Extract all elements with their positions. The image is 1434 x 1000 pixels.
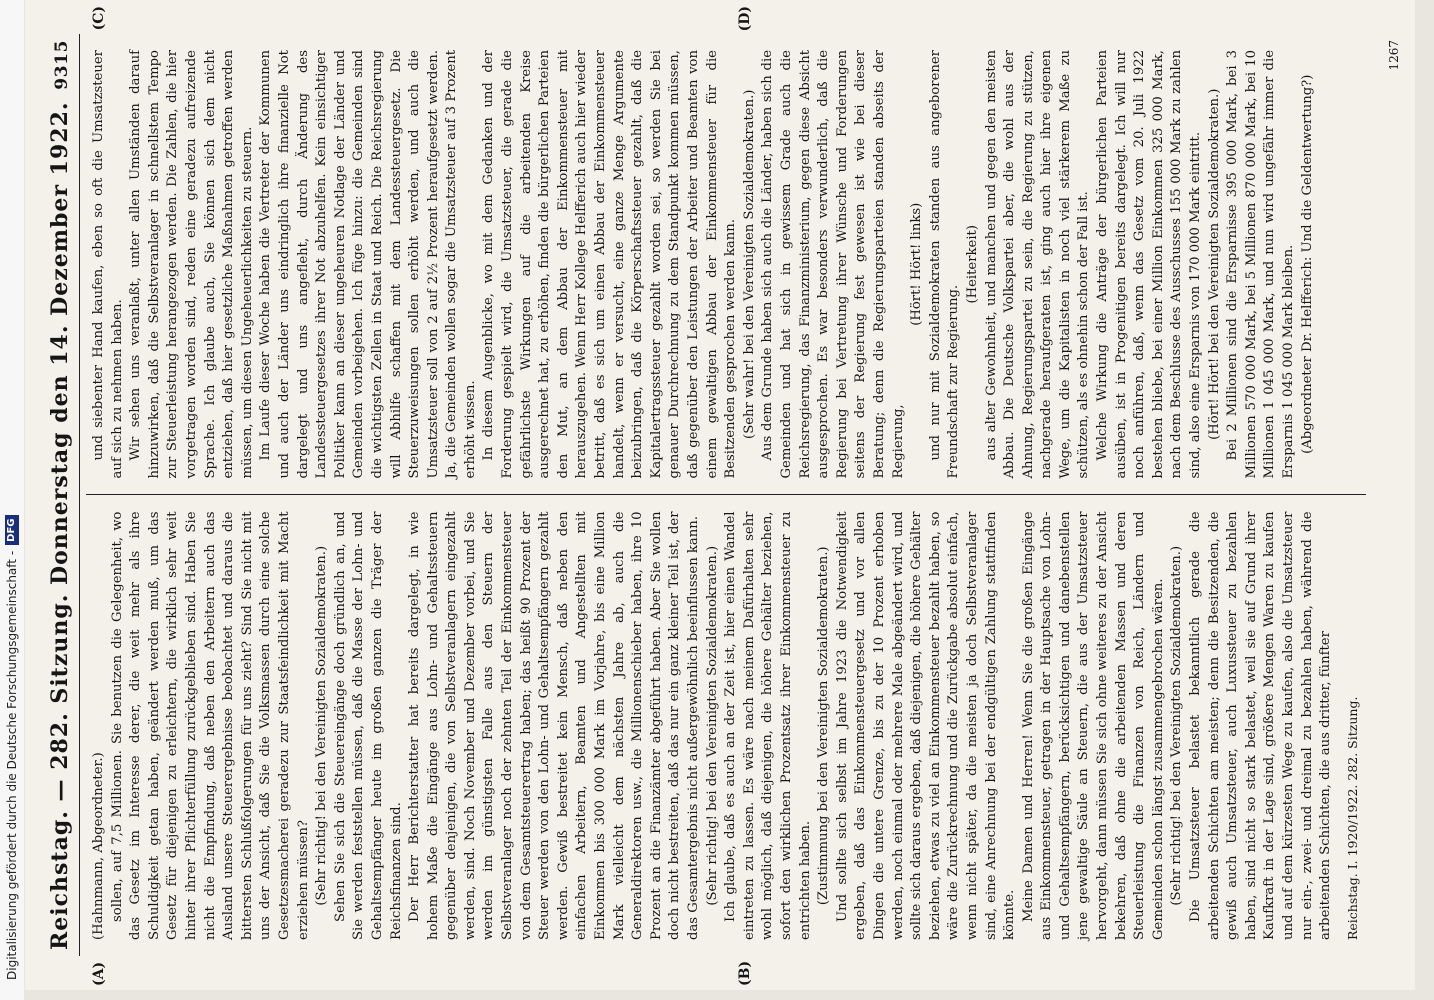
paragraph: (Sehr richtig! bei den Vereinigten Sozialdemokraten.) xyxy=(704,545,720,906)
paragraph: Ich glaube, daß es auch an der Zeit ist, hier einen Wandel eintreten zu lassen. Es wäre nach meinem Dafürhalten sehr wohl möglich, daß diejenigen, die höhere Gehälter beziehen, sofort den wirklichen Prozentsatz ihrer Einkommensteuer zu entrichten haben. xyxy=(723,511,813,940)
page-header xyxy=(47,34,80,956)
margin-marker-c: (C) xyxy=(91,6,107,31)
sidebar-credit: Digitalisierung gefördert durch die Deutsche Forschungsgemeinschaft - xyxy=(5,550,19,980)
sheet-number: 1267 xyxy=(1387,40,1401,71)
paragraph: aus alter Gewohnheit, und manchen und gegen den meisten Abbau. Die Deutsche Volkspartei aber, die wohl aus der Ahnung, Regierungspartei zu sein, die Regierung zu stützen, nachgerade heraufgeraten ist, ging auch hier ihre eigenen Wege, um die Kapitalisten in noch viel stärkerem Maße zu schützen, als es ohnehin schon der Fall ist. xyxy=(983,50,1092,479)
paragraph: In diesem Augenblicke, wo mit dem Gedanken und der Forderung gespielt wird, die Umsatzsteuer, die gerade die gefährlichste Wirkungen auf die arbeitenden Kreise ausgerechnet hat, zu erhöhen, finden die bürgerlichen Parteien den Mut, an dem Abbau der Einkommensteuer mit herauszugehen. Wenn Herr Kollege Helfferich auch hier wieder betritt, daß es sich um einen Abbau der Einkommensteuer handelt, wenn er versucht, eine ganze Menge Argumente beizubringen, daß die Körperschaftssteuer gezahlt, daß die Kapitalertragssteuer gezahlt worden sei, so werden Sie bei genauer Durchrechnung zu dem Standpunkt kommen müssen, daß gegenüber den Leistungen der Arbeiter und Beamten von einem gewaltigen Abbau der Einkommensteuer für die Besitzenden gesprochen werden kann. xyxy=(481,50,739,479)
paragraph: (Zustimmung bei den Vereinigten Sozialdemokraten.) xyxy=(816,546,832,906)
margin-marker-a: (A) xyxy=(91,961,107,986)
left-footer: Reichstag. I. 1920/1922. 282. Sitzung. xyxy=(1344,696,1360,940)
paragraph: Aus dem Grunde haben sich auch die Länder, haben sich die Gemeinden und hat sich in gewissem Grade auch die Reichsregierung, das Finanzministerium, gegen diese Absicht ausgesprochen. Es war besonders verwunderlich, daß die Regierung bei Vertretung ihrer Wünsche und Forderungen seitens der Regierung fest gewesen ist wie bei dieser Beratung; denn die Regierungsparteien standen abseits der Regierung, xyxy=(760,50,906,479)
rotated-document-page xyxy=(25,0,1415,990)
margin-marker-b: (B) xyxy=(737,960,753,986)
left-paragraphs xyxy=(109,512,1336,941)
page-number: 9315 xyxy=(52,40,72,90)
speaker-line: (Hahnmann, Abgeordneter.) xyxy=(91,752,106,940)
paragraph: (Sehr richtig! bei den Vereinigten Sozialdemokraten.) xyxy=(1169,545,1185,906)
paragraph: Sehen Sie sich die Steuereingänge doch gründlich an, und Sie werden feststellen müssen, daß die Masse der Lohn- und Gehaltsempfänger heute im großen ganzen die Träger der Reichsfinanzen sind. xyxy=(332,511,404,940)
paragraph: sollen, auf 7,5 Millionen. Sie benutzen die Gelegenheit, wo das Gesetz im Interesse derer, die weit mehr als ihre Schuldigkeit getan haben, geändert werden muß, um das Gesetz für diejenigen zu erleichtern, die wirklich sehr weit hinter ihrer Pflichterfüllung zurückgeblieben sind. Haben Sie nicht die Empfindung, daß neben den Arbeitern auch das Ausland unsere Steuerergebnisse beobachtet und daraus die bittersten Schlußfolgerungen für uns zieht? Sind Sie nicht mit uns der Ansicht, daß Sie die Volksmassen durch eine solche Gesetzesmacherei geradezu zur Staatsfeindlichkeit mit Macht erziehen müssen? xyxy=(109,511,311,940)
digitization-sidebar xyxy=(0,0,24,1000)
paragraph: Bei 2 Millionen sind die Ersparnisse 395 000 Mark, bei 3 Millionen 570 000 Mark, bei 5 Millionen 870 000 Mark, bei 10 Millionen 1 045 000 Mark, und nun wird ungefähr immer die Ersparnis 1 045 000 Mark bleiben. xyxy=(1225,50,1296,479)
paragraph: Der Herr Berichterstatter hat bereits dargelegt, in wie hohem Maße die Eingänge aus Lohn- und Gehaltssteuern gegenüber denjenigen, die von Selbstveranlagern eingezahlt werden, sind. Noch November und Dezember vorbei, und Sie werden im günstigsten Falle aus den Steuern der Selbstveranlager noch der zehnten Teil der Einkommensteuer von dem Gesamtsteuerertrag haben; das heißt 90 Prozent der Steuer werden von den Lohn- und Gehaltsempfängern gezahlt werden. Gewiß bestreitet kein Mensch, daß neben den einfachen Arbeitern, Beamten und Angestellten mit Einkommen bis 300 000 Mark im Vorjahre, bis eine Million Mark vielleicht dem nächsten Jahre ab, auch die Generaldirektoren usw., die Millionenschieber haben, ihre 10 Prozent an die Finanzämter abgeführt haben. Aber Sie wollen doch nicht bestreiten, daß das nur ein ganz kleiner Teil ist, der das Gesamtergebnis nicht außergewöhnlich beeinflussen kann. xyxy=(407,511,701,940)
paragraph: und siebenter Hand kaufen, eben so oft die Umsatzsteuer auf sich zu nehmen haben. xyxy=(91,50,125,479)
margin-marker-d: (D) xyxy=(737,6,753,32)
text-columns xyxy=(86,6,1366,986)
paragraph: (Heiterkeit) xyxy=(964,224,980,304)
paragraph: Und sollte sich selbst im Jahre 1923 die Notwendigkeit ergeben, daß das Einkommensteuergesetz und vor allen Dingen die untere Grenze, bis zu der 10 Prozent erhoben werden, noch einmal oder mehrere Male abgeändert wird, und sollte sich daraus ergeben, daß diejenigen, die höhere Gehälter beziehen, etwas zu viel an Einkommensteuer bezahlt haben, so wäre die Zurückrechnung und die Zurückgabe absolut einfach, wenn nicht später, da die meisten ja doch Selbstveranlager sind, eine Anrechnung bei der endgültigen Zahlung stattfinden könnte. xyxy=(834,511,1018,940)
paragraph: (Hört! Hört! bei den Vereinigten Sozialdemokraten.) xyxy=(1206,88,1222,440)
paragraph: (Sehr richtig! bei den Vereinigten Sozialdemokraten.) xyxy=(314,545,330,906)
paragraph: Meine Damen und Herren! Wenn Sie die großen Eingänge aus Einkommensteuer, getragen in der Hauptsache von Lohn- und Gehaltsempfängern, berücksichtigen und danebenstellen jene gewaltige Säule an Steuern, die aus der Umsatzsteuer hervorgeht, dann müssen Sie sich ohne weiteres zu der Ansicht bekehren, daß ohne die arbeitenden Massen und deren Steuerleistung die Finanzen von Reich, Ländern und Gemeinden schon längst zusammengebrochen wären. xyxy=(1020,511,1166,940)
left-column xyxy=(86,496,1366,986)
paragraph: und nur mit Sozialdemokraten standen aus angeborener Freundschaft zur Regierung. xyxy=(927,50,962,479)
page-title: Reichstag. — 282. Sitzung. Donnerstag den 14. Dezember 1922. xyxy=(47,101,73,950)
paragraph: (Abgeordneter Dr. Helfferich: Und die Geldentwertung?) xyxy=(1299,74,1315,454)
paragraph: (Sehr wahr! bei den Vereinigten Sozialdemokraten.) xyxy=(741,89,757,439)
paragraph: Welche Wirkung die Anträge der bürgerlichen Parteien ausüben, ist in Progenitigen bereits dargelegt. Ich will nur noch anführen, daß, wenn das Gesetz vom 20. Juli 1922 bestehen bliebe, bei einer Million Einkommen 325 000 Mark, nach dem Beschlusse des Ausschusses 155 000 Mark zu zahlen sind, also eine Ersparnis von 170 000 Mark eintritt. xyxy=(1095,50,1204,479)
dfg-logo: DFG xyxy=(5,516,19,545)
right-paragraphs xyxy=(90,50,1317,479)
paragraph: Wir sehen uns veranlaßt, unter allen Umständen darauf hinzuwirken, daß die Selbstveranlager in schnellstem Tempo zur Steuerleistung herangezogen werden. Die Zahlen, die hier vorgetragen worden sind, reden eine geradezu aufreizende Sprache. Ich glaube auch, Sie können sich dem nicht entziehen, daß hier gesetzliche Maßnahmen getroffen werden müssen, um diesen Ungeheuerlichkeiten zu steuern. xyxy=(128,50,255,479)
paragraph: (Hört! Hört! links) xyxy=(909,202,925,326)
right-column xyxy=(86,6,1366,496)
sidebar-credit-row xyxy=(2,0,22,980)
paragraph: Im Laufe dieser Woche haben die Vertreter der Kommunen und auch der Länder uns eindringlich ihre finanzielle Not dargelegt und uns angefleht, durch Änderung des Landessteuergesetzes ihrer Not abzuhelfen. Kein einsichtiger Politiker kann an dieser ungeheuren Notlage der Länder und Gemeinden vorbeigehen. Ich füge hinzu: die Gemeinden sind die wichtigsten Zellen in Staat und Reich. Die Reichsregierung will Abhilfe schaffen mit dem Landessteuergesetz. Die Steuerzuweisungen sollen erhöht werden, und auch die Umsatzsteuer soll von 2 auf 2½ Prozent heraufgesetzt werden. Ja, die Gemeinden wollen sogar die Umsatzsteuer auf 3 Prozent erhöht wissen. xyxy=(258,50,478,479)
paragraph: Die Umsatzsteuer belastet bekanntlich gerade die arbeitenden Schichten am meisten; denn die Besitzenden, die gewiß auch Umsatzsteuer, auch Luxussteuer zu bezahlen haben, sind nicht so stark belastet, weil sie auf Grund ihrer Kaufkraft in der Lage sind, größere Mengen Waren zu kaufen und auf dem kürzesten Wege zu kaufen, also die Umsatzsteuer nur ein-, zwei- und dreimal zu bezahlen haben, während die arbeitenden Schichten, die aus dritter, fünfter xyxy=(1188,511,1334,940)
